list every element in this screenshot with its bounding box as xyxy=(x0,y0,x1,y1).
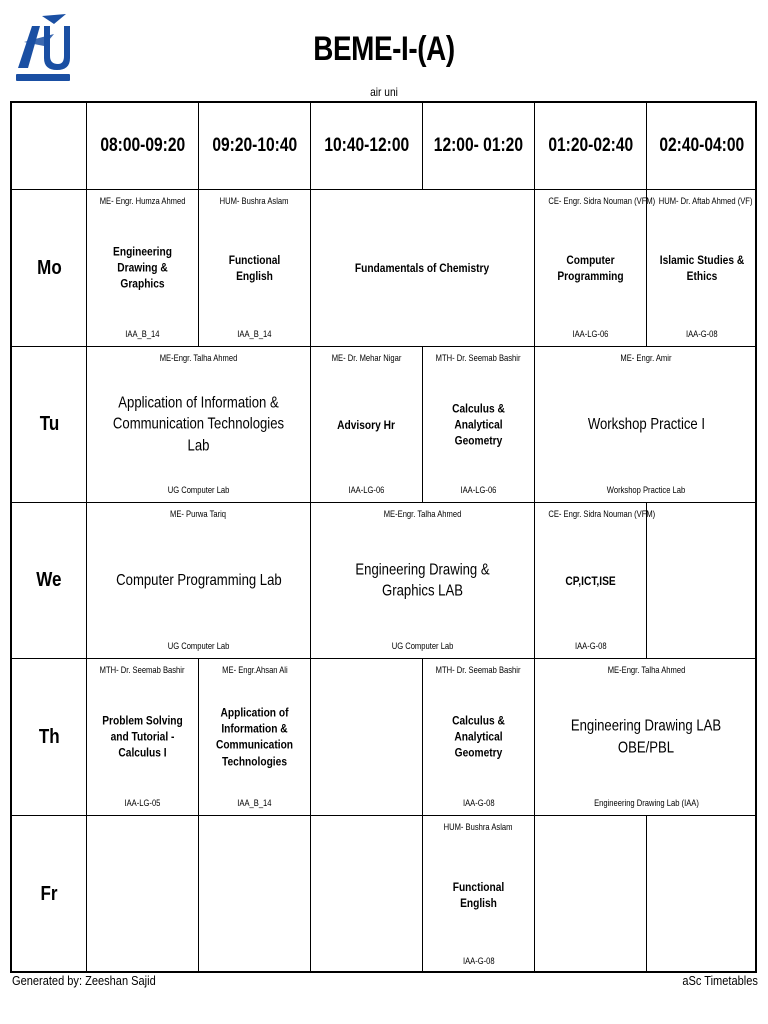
lesson-cell xyxy=(535,190,656,347)
lesson-subject: Functional English xyxy=(452,879,505,910)
footer-generated-by: Generated by: Zeeshan Sajid xyxy=(12,973,156,988)
empty-cell xyxy=(87,816,199,973)
page-subtitle: air uni xyxy=(370,85,398,99)
lesson-teacher: HUM- Bushra Aslam xyxy=(220,196,289,207)
lesson-teacher: MTH- Dr. Seemab Bashir xyxy=(100,665,185,676)
lesson-cell xyxy=(423,347,535,503)
page-title: BEME-I-(A) xyxy=(313,30,455,68)
lesson-room: IAA-LG-05 xyxy=(124,798,161,809)
lesson-room: IAA_B_14 xyxy=(237,798,272,809)
lesson-cell xyxy=(87,190,199,347)
lesson-room: IAA-LG-06 xyxy=(460,485,497,496)
day-label: Tu xyxy=(12,347,87,503)
empty-cell xyxy=(311,816,423,973)
lesson-subject: Functional English xyxy=(228,252,281,283)
lesson-subject: Application of Information & Communication Technologies Lab xyxy=(112,394,285,455)
empty-cell xyxy=(647,816,757,973)
lesson-subject: Islamic Studies & Ethics xyxy=(659,252,745,283)
timeslot-header: 12:00- 01:20 xyxy=(423,103,535,190)
lesson-teacher: ME- Engr.Ahsan Ali xyxy=(221,665,288,676)
lesson-subject: Calculus & Analytical Geometry xyxy=(452,401,505,448)
lesson-subject: Computer Programming Lab xyxy=(115,571,282,589)
footer-software: aSc Timetables xyxy=(682,973,758,988)
lesson-cell xyxy=(87,503,311,659)
lesson-teacher: CE- Engr. Sidra Nouman (VFM) xyxy=(548,509,656,520)
lesson-subject: Advisory Hr xyxy=(337,417,396,432)
lesson-cell xyxy=(311,190,535,347)
lesson-cell xyxy=(311,347,423,503)
timeslot-header: 02:40-04:00 xyxy=(647,103,757,190)
lesson-subject: Application of Information & Communication Technologies xyxy=(215,705,294,769)
lesson-teacher: ME- Purwa Tariq xyxy=(170,509,227,520)
empty-cell xyxy=(535,816,647,973)
lesson-teacher: ME-Engr. Talha Ahmed xyxy=(607,665,685,676)
lesson-teacher: ME- Engr. Amir xyxy=(620,353,672,364)
lesson-cell xyxy=(535,659,757,816)
lesson-teacher: ME- Dr. Mehar Nigar xyxy=(331,353,402,364)
lesson-cell xyxy=(423,816,535,973)
lesson-cell xyxy=(423,659,535,816)
lesson-room: UG Computer Lab xyxy=(167,641,230,652)
lesson-subject: Calculus & Analytical Geometry xyxy=(452,713,505,761)
empty-cell xyxy=(647,503,757,659)
lesson-teacher: ME- Engr. Humza Ahmed xyxy=(99,196,186,207)
timeslot-header: 01:20-02:40 xyxy=(535,103,647,190)
lesson-room: IAA_B_14 xyxy=(125,329,160,340)
timeslot-header: 10:40-12:00 xyxy=(311,103,423,190)
lesson-subject: Engineering Drawing & Graphics LAB xyxy=(355,560,490,600)
lesson-teacher: HUM- Dr. Aftab Ahmed (VF) xyxy=(658,196,753,207)
timeslot-header: 08:00-09:20 xyxy=(87,103,199,190)
corner-cell xyxy=(12,103,87,190)
lesson-cell xyxy=(199,190,311,347)
day-label: Mo xyxy=(12,190,87,347)
lesson-subject: Engineering Drawing LAB OBE/PBL xyxy=(570,717,722,756)
lesson-teacher: ME-Engr. Talha Ahmed xyxy=(159,353,238,364)
lesson-teacher: MTH- Dr. Seemab Bashir xyxy=(436,353,521,364)
lesson-cell xyxy=(647,190,757,347)
lesson-room: UG Computer Lab xyxy=(167,485,230,496)
lesson-subject: Engineering Drawing & Graphics xyxy=(113,244,172,292)
timetable-grid xyxy=(10,101,757,973)
lesson-room: Engineering Drawing Lab (IAA) xyxy=(593,798,699,809)
lesson-room: UG Computer Lab xyxy=(391,641,454,652)
lesson-teacher: CE- Engr. Sidra Nouman (VFM) xyxy=(548,196,656,207)
lesson-teacher: MTH- Dr. Seemab Bashir xyxy=(436,665,521,676)
air-university-logo-icon xyxy=(14,12,72,86)
lesson-room: IAA-LG-06 xyxy=(348,485,385,496)
empty-cell xyxy=(199,816,311,973)
lesson-subject: CP,ICT,ISE xyxy=(565,573,616,588)
lesson-subject: Fundamentals of Chemistry xyxy=(355,260,490,275)
university-logo xyxy=(14,12,72,86)
day-label: Fr xyxy=(12,816,87,973)
timeslot-header: 09:20-10:40 xyxy=(199,103,311,190)
lesson-cell xyxy=(87,347,311,503)
lesson-cell xyxy=(535,347,757,503)
lesson-room: IAA-G-08 xyxy=(462,956,495,967)
lesson-cell xyxy=(199,659,311,816)
lesson-cell xyxy=(311,503,535,659)
day-label: We xyxy=(12,503,87,659)
lesson-room: Workshop Practice Lab xyxy=(606,485,686,496)
lesson-room: IAA_B_14 xyxy=(237,329,272,340)
lesson-room: IAA-G-08 xyxy=(686,329,718,340)
lesson-subject: Problem Solving and Tutorial - Calculus I xyxy=(102,713,183,761)
lesson-teacher: ME-Engr. Talha Ahmed xyxy=(383,509,462,520)
lesson-cell xyxy=(535,503,656,659)
lesson-teacher: HUM- Bushra Aslam xyxy=(444,822,513,833)
lesson-room: IAA-LG-06 xyxy=(572,329,609,340)
lesson-subject: Workshop Practice I xyxy=(587,415,705,433)
day-label: Th xyxy=(12,659,87,816)
lesson-cell xyxy=(87,659,199,816)
lesson-subject: Computer Programming xyxy=(557,252,624,283)
lesson-room: IAA-G-08 xyxy=(574,641,607,652)
lesson-room: IAA-G-08 xyxy=(462,798,495,809)
empty-cell xyxy=(311,659,423,816)
